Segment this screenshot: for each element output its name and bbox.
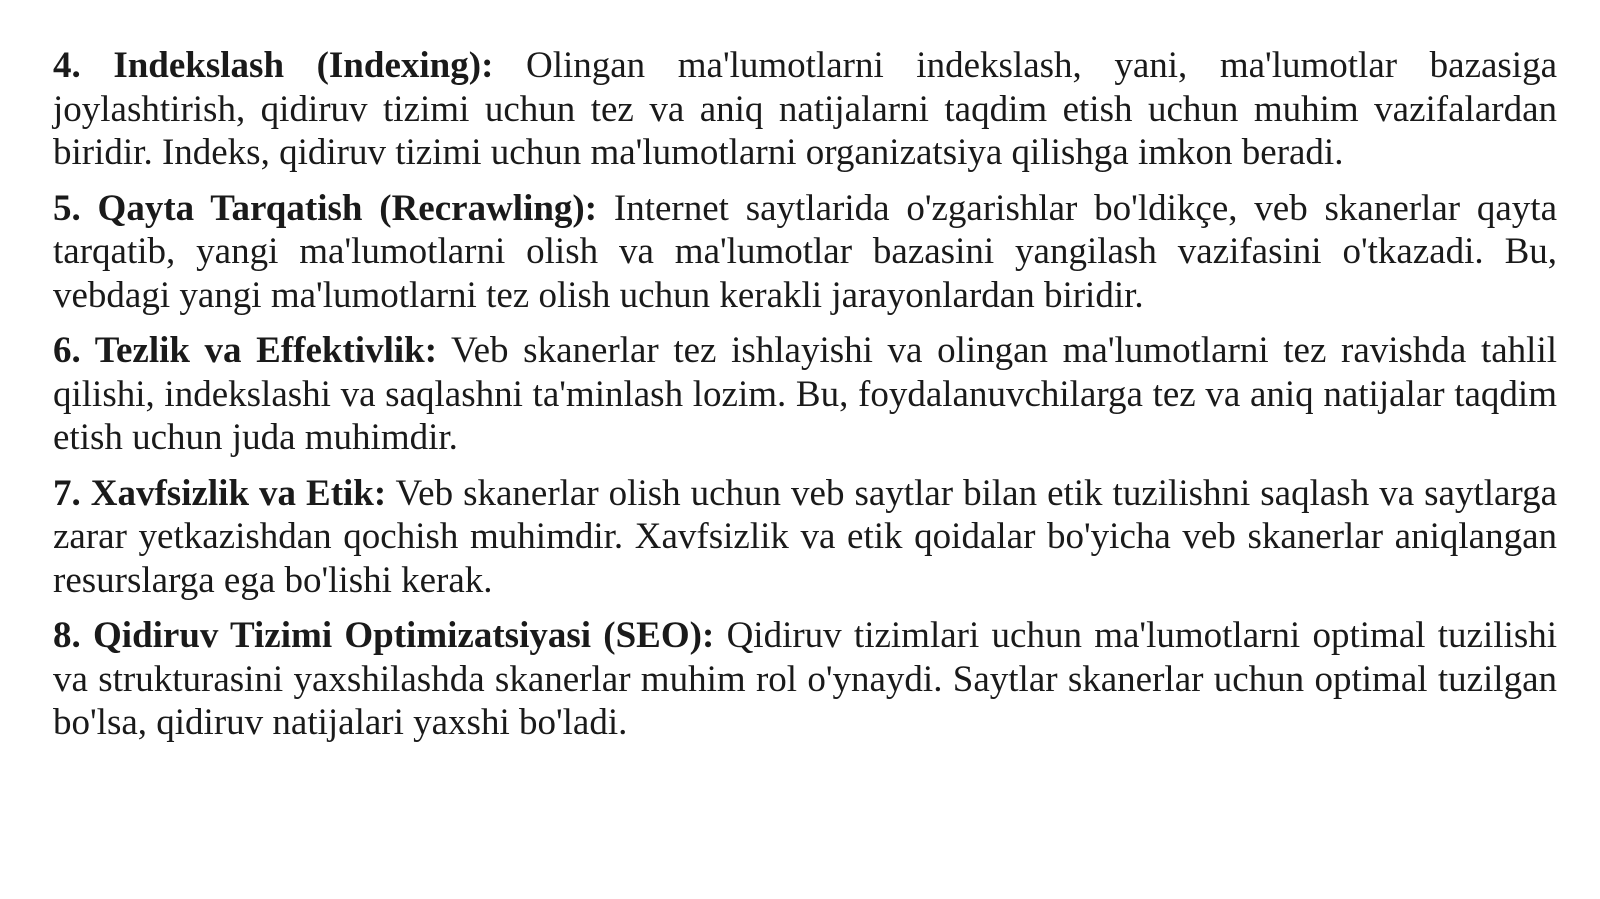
paragraph-heading: 8. Qidiruv Tizimi Optimizatsiyasi (SEO): [53,615,715,656]
slide-content [53,44,1557,757]
paragraph-heading: 4. Indekslash (Indexing): [53,45,494,86]
paragraph-heading: 7. Xavfsizlik va Etik: [53,472,387,514]
paragraph-text: Olingan ma'lumotlarni indekslash, yani, ma'lumotlar bazasiga joylashtirish, qidiruv tizimi uchun tez va aniq natijalarni taqdim etish uchun muhim vazifalardan biridir. Indeks, qidiruv tizimi uchun ma'lumotlarni organizatsiya qilishga imkon beradi. [53,45,1558,173]
paragraph-speed-efficiency [53,329,1557,460]
paragraph-recrawling [53,187,1557,318]
paragraph-heading: 6. Tezlik va Effektivlik: [53,330,438,371]
paragraph-heading: 5. Qayta Tarqatish (Recrawling): [53,187,598,229]
paragraph-text: Internet saytlarida o'zgarishlar bo'ldikçe, veb skanerlar qayta tarqatib, yangi ma'lumotlarni olish va ma'lumotlar bazasini yangilash vazifasini o'tkazadi. Bu, vebdagi yangi ma'lumotlarni tez olish uchun kerakli jarayonlardan biridir. [53,187,1558,316]
paragraph-text: Veb skanerlar olish uchun veb saytlar bilan etik tuzilishni saqlash va saytlarga zarar yetkazishdan qochish muhimdir. Xavfsizlik va etik qoidalar bo'yicha veb skanerlar aniqlangan resurslarga ega bo'lishi kerak. [53,472,1557,601]
paragraph-indexing [53,44,1557,175]
paragraph-security-ethics [53,472,1557,603]
paragraph-seo [53,614,1557,745]
paragraph-text: Qidiruv tizimlari uchun ma'lumotlarni optimal tuzilishi va strukturasini yaxshilashda skanerlar muhim rol o'ynaydi. Saytlar skanerlar uchun optimal tuzilgan bo'lsa, qidiruv natijalari yaxshi bo'ladi. [53,615,1557,743]
paragraph-text: Veb skanerlar tez ishlayishi va olingan ma'lumotlarni tez ravishda tahlil qilishi, indekslashi va saqlashni ta'minlash lozim. Bu, foydalanuvchilarga tez va aniq natijalar taqdim etish uchun juda muhimdir. [53,330,1557,458]
